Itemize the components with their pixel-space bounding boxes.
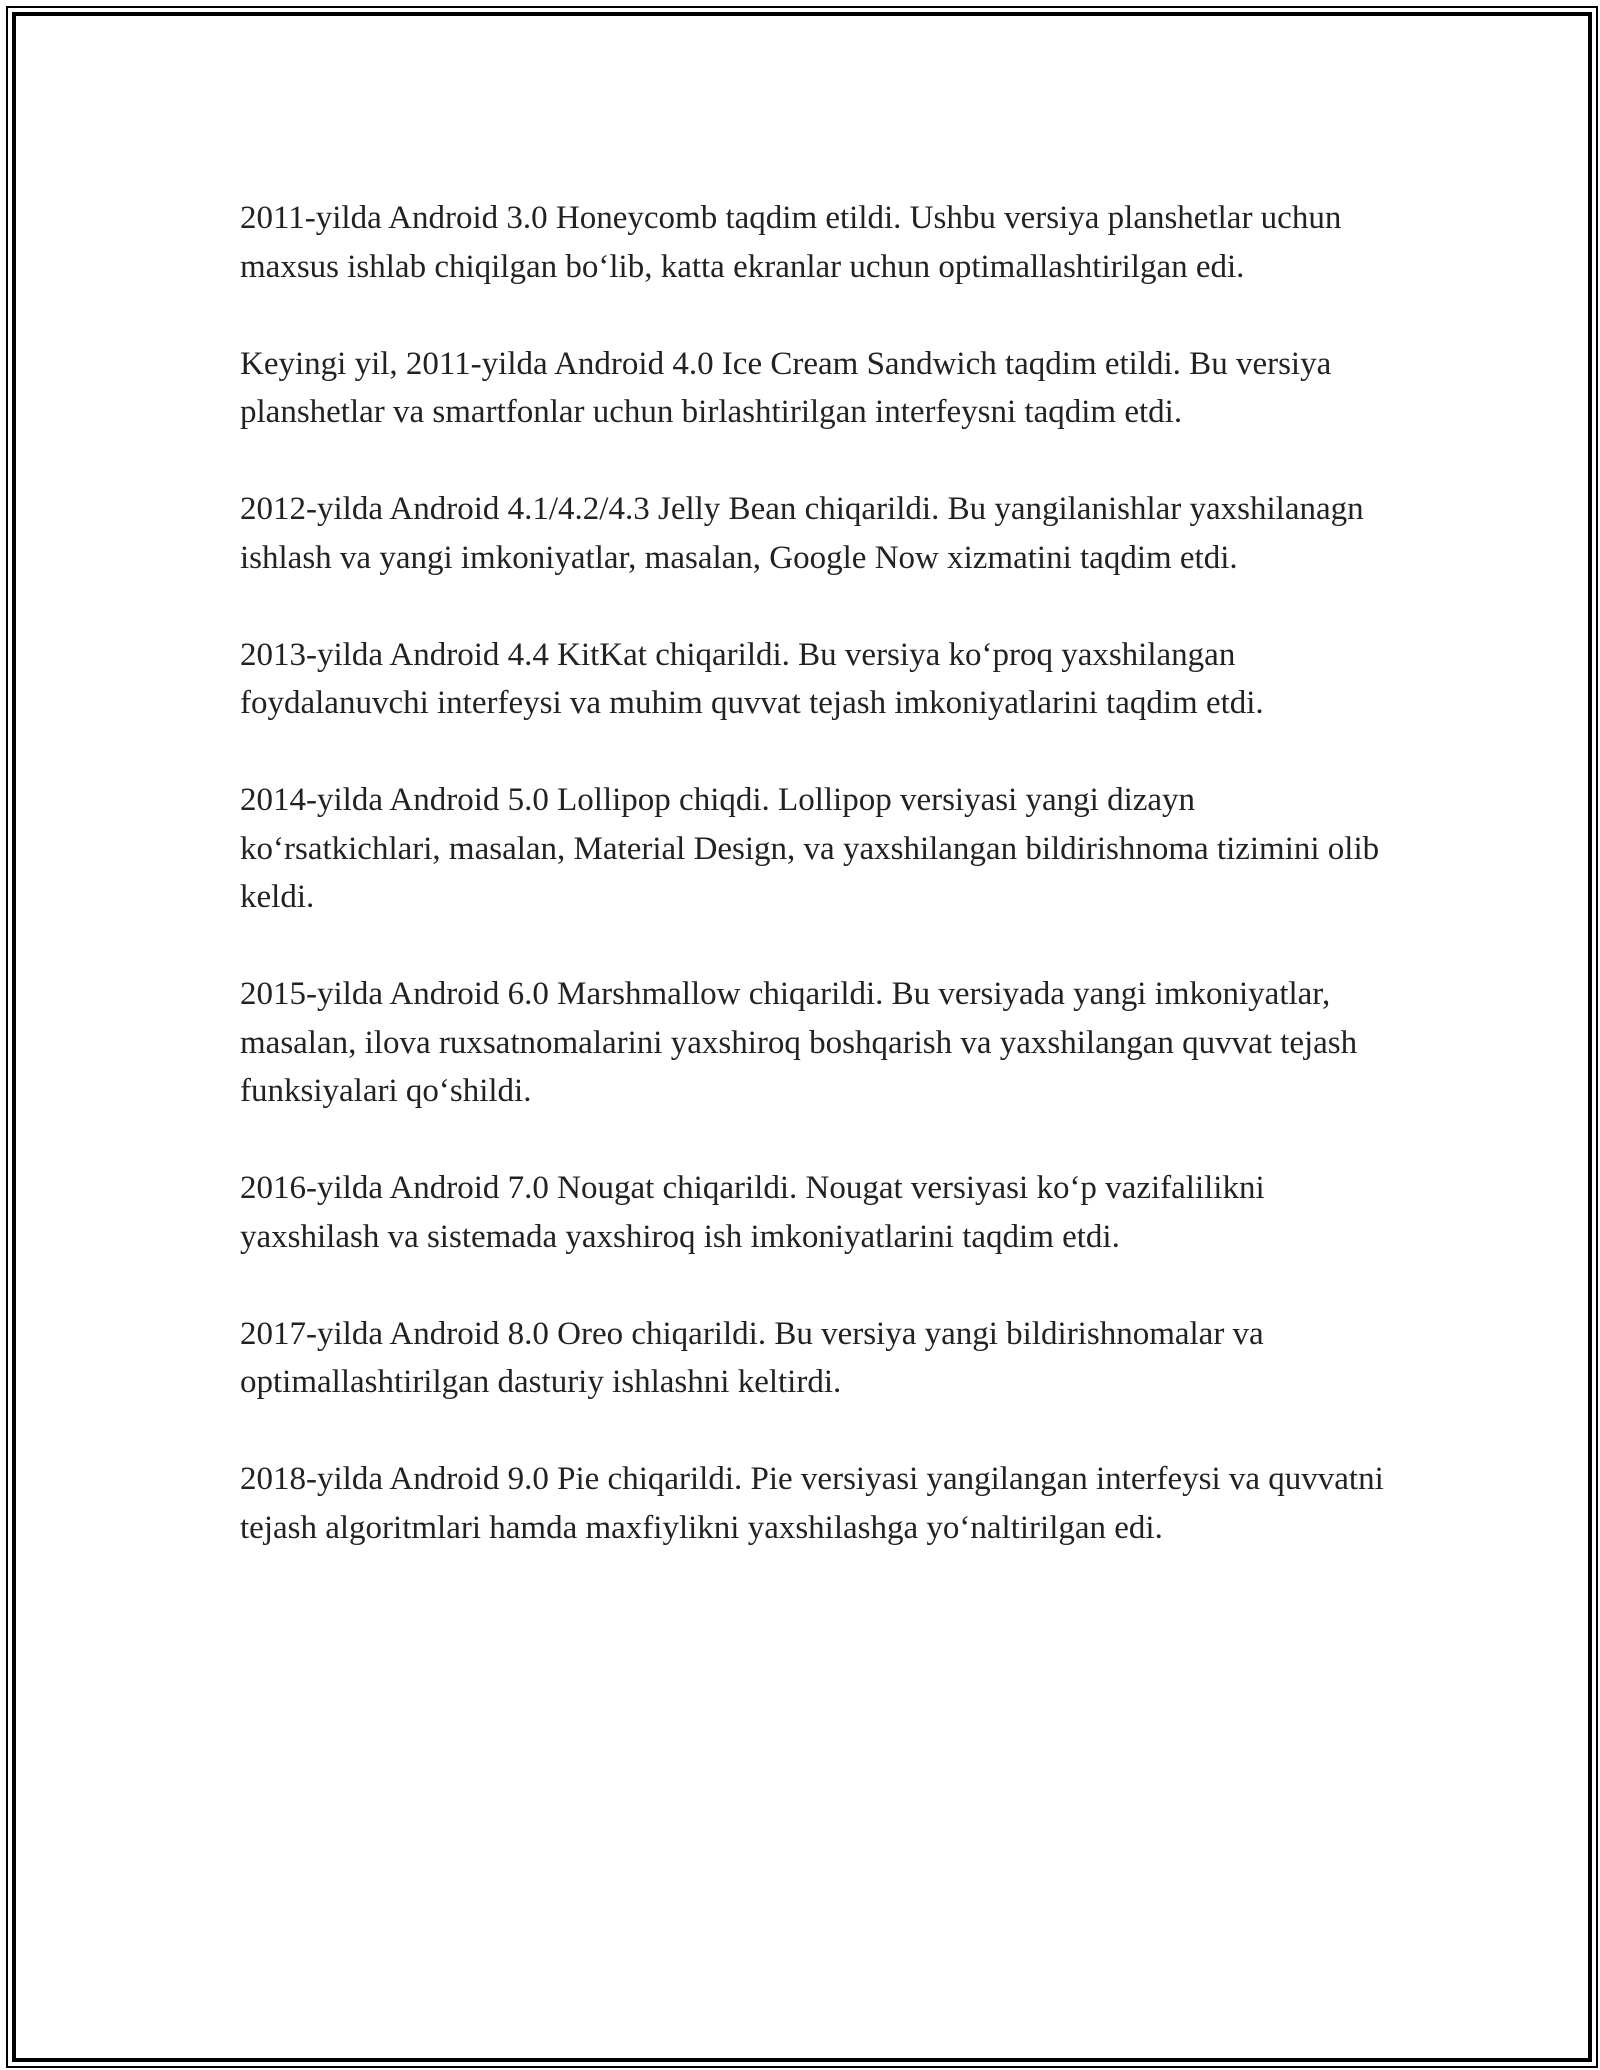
paragraph-marshmallow: 2015-yilda Android 6.0 Marshmallow chiqarildi. Bu versiyada yangi imkoniyatlar, masalan, ilova ruxsatnomalarini yaxshiroq boshqarish va yaxshilangan quvvat tejash funksiyalari qo‘shildi. — [240, 976, 1358, 1109]
paragraph-nougat: 2016-yilda Android 7.0 Nougat chiqarildi. Nougat versiyasi ko‘p vazifalilikni yaxshilash va sistemada yaxshiroq ish imkoniyatlarini taqdim etdi. — [240, 1170, 1265, 1255]
paragraph-lollipop: 2014-yilda Android 5.0 Lollipop chiqdi. Lollipop versiyasi yangi dizayn ko‘rsatkichlari, masalan, Material Design, va yaxshilangan bildirishnoma tizimini olib keldi. — [240, 782, 1380, 915]
paragraph-honeycomb: 2011-yilda Android 3.0 Honeycomb taqdim etildi. Ushbu versiya planshetlar uchun maxsus ishlab chiqilgan bo‘lib, katta ekranlar uchun optimallashtirilgan edi. — [240, 200, 1342, 285]
paragraph-pie: 2018-yilda Android 9.0 Pie chiqarildi. Pie versiyasi yangilangan interfeysi va quvvatni tejash algoritmlari hamda maxfiylikni yaxshilashga yo‘naltirilgan edi. — [240, 1461, 1384, 1546]
paragraph-kitkat: 2013-yilda Android 4.4 KitKat chiqarildi. Bu versiya ko‘proq yaxshilangan foydalanuvchi interfeysi va muhim quvvat tejash imkoniyatlarini taqdim etdi. — [240, 636, 1264, 721]
paragraph-jelly-bean: 2012-yilda Android 4.1/4.2/4.3 Jelly Bean chiqarildi. Bu yangilanishlar yaxshilanagn ishlash va yangi imkoniyatlar, masalan, Google Now xizmatini taqdim etdi. — [240, 491, 1364, 576]
page-border-outer — [6, 6, 1598, 2068]
page-border-inner — [12, 12, 1592, 2062]
paragraph-oreo: 2017-yilda Android 8.0 Oreo chiqarildi. Bu versiya yangi bildirishnomalar va optimallashtirilgan dasturiy ishlashni keltirdi. — [240, 1315, 1264, 1400]
paragraph-ice-cream-sandwich: Keyingi yil, 2011-yilda Android 4.0 Ice Cream Sandwich taqdim etildi. Bu versiya planshetlar va smartfonlar uchun birlashtirilgan interfeysni taqdim etdi. — [240, 345, 1332, 430]
document-body — [240, 194, 1390, 1601]
